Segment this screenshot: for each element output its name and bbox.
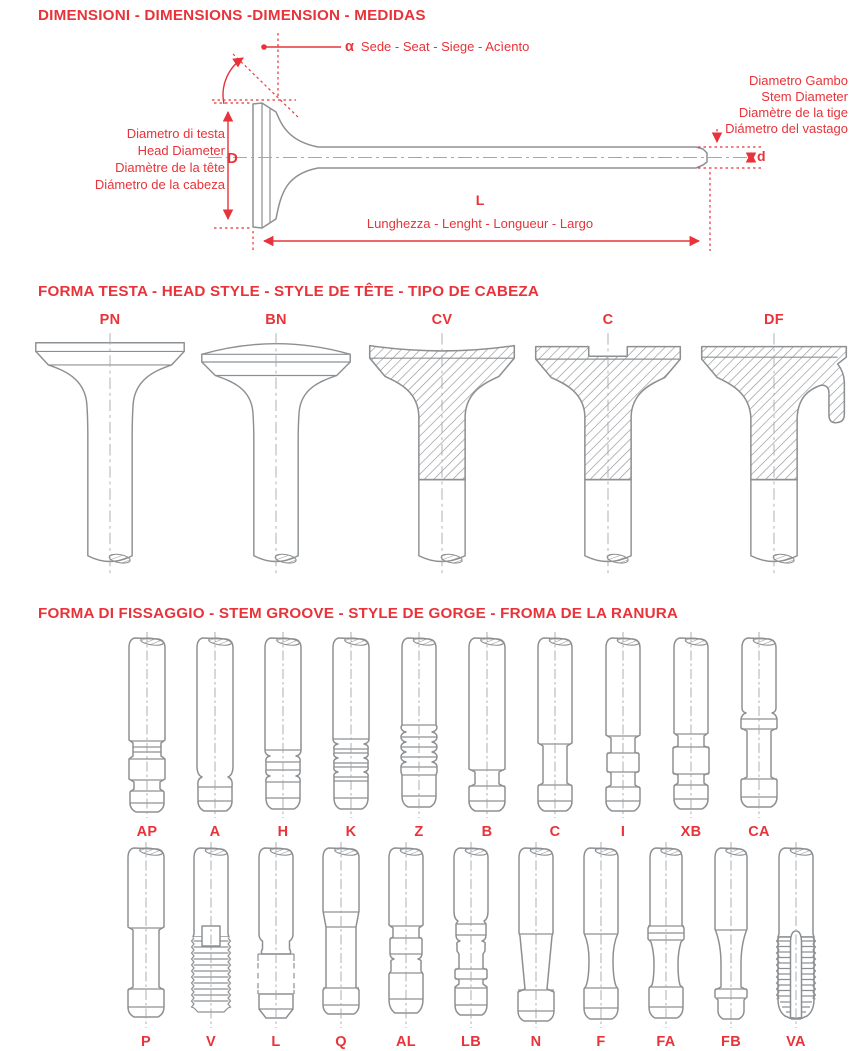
head-style-drawing bbox=[362, 331, 522, 585]
head-style-label: C bbox=[602, 312, 614, 328]
length-symbol: L bbox=[475, 192, 485, 208]
head-style-label: PN bbox=[99, 312, 121, 328]
stem-groove-label: A bbox=[209, 824, 221, 840]
stem-groove-label: B bbox=[481, 824, 493, 840]
stem-groove-title: FORMA DI FISSAGGIO - STEM GROOVE - STYLE DE GORGE - FROMA DE LA RANURA bbox=[38, 605, 679, 622]
stem-groove-drawing bbox=[309, 842, 373, 1033]
stem-groove-figure-fb bbox=[699, 842, 763, 1050]
stem-groove-drawing bbox=[387, 632, 451, 823]
head-style-label: CV bbox=[431, 312, 453, 328]
stem-groove-figure-ca bbox=[727, 632, 791, 840]
length-label: Lunghezza - Lenght - Longueur - Largo bbox=[366, 216, 594, 231]
head-style-label: BN bbox=[265, 312, 287, 328]
stem-groove-label: LB bbox=[461, 1034, 481, 1050]
stem-groove-label: Z bbox=[414, 824, 424, 840]
stem-groove-drawing bbox=[569, 842, 633, 1033]
head-style-figure-c bbox=[528, 312, 688, 585]
head-style-figure-pn bbox=[30, 312, 190, 585]
stem-groove-drawing bbox=[183, 632, 247, 823]
stem-groove-label: C bbox=[549, 824, 561, 840]
head-style-drawing bbox=[196, 331, 356, 585]
stem-groove-figure-q bbox=[309, 842, 373, 1050]
stem-groove-row-2 bbox=[114, 842, 828, 1050]
stem-groove-figure-a bbox=[183, 632, 247, 840]
stem-groove-drawing bbox=[319, 632, 383, 823]
stem-groove-drawing bbox=[523, 632, 587, 823]
stem-groove-label: P bbox=[141, 1034, 151, 1050]
seat-label bbox=[345, 39, 529, 55]
stem-groove-figure-va bbox=[764, 842, 828, 1050]
stem-groove-drawing bbox=[374, 842, 438, 1033]
stem-groove-label: AL bbox=[396, 1034, 416, 1050]
stem-groove-label: XB bbox=[680, 824, 702, 840]
stem-groove-figure-k bbox=[319, 632, 383, 840]
stem-groove-drawing bbox=[659, 632, 723, 823]
stem-groove-drawing bbox=[764, 842, 828, 1033]
stem-groove-figure-z bbox=[387, 632, 451, 840]
stem-groove-figure-al bbox=[374, 842, 438, 1050]
head-style-drawing bbox=[30, 331, 190, 585]
stem-groove-row-1 bbox=[115, 632, 791, 840]
stem-groove-drawing bbox=[699, 842, 763, 1033]
stem-groove-label: H bbox=[277, 824, 289, 840]
stem-groove-drawing bbox=[179, 842, 243, 1033]
head-style-title: FORMA TESTA - HEAD STYLE - STYLE DE TÊTE - TIPO DE CABEZA bbox=[38, 283, 540, 300]
stem-groove-drawing bbox=[727, 632, 791, 823]
stem-groove-label: Q bbox=[335, 1034, 347, 1050]
stem-groove-label: FB bbox=[721, 1034, 741, 1050]
seat-label-text: Sede - Seat - Siege - Acìento bbox=[360, 39, 530, 54]
stem-groove-figure-p bbox=[114, 842, 178, 1050]
stem-groove-drawing bbox=[455, 632, 519, 823]
stem-groove-drawing bbox=[591, 632, 655, 823]
head-style-figure-cv bbox=[362, 312, 522, 585]
stem-groove-figure-xb bbox=[659, 632, 723, 840]
stem-groove-label: VA bbox=[786, 1034, 806, 1050]
stem-groove-figure-lb bbox=[439, 842, 503, 1050]
head-diameter-label: Diametro di testa Head Diameter Diamètre de la tête Diámetro de la cabeza bbox=[94, 126, 225, 192]
seat-point bbox=[261, 44, 267, 50]
stem-groove-figure-ap bbox=[115, 632, 179, 840]
head-style-drawing bbox=[528, 331, 688, 585]
head-style-figure-df bbox=[694, 312, 854, 585]
head-style-drawing bbox=[694, 331, 854, 585]
stem-groove-label: I bbox=[620, 824, 626, 840]
stem-groove-label: CA bbox=[748, 824, 770, 840]
stem-groove-figure-v bbox=[179, 842, 243, 1050]
stem-groove-drawing bbox=[634, 842, 698, 1033]
stem-groove-drawing bbox=[244, 842, 308, 1033]
stem-groove-figure-n bbox=[504, 842, 568, 1050]
stem-groove-figure-c bbox=[523, 632, 587, 840]
stem-groove-drawing bbox=[114, 842, 178, 1033]
stem-groove-label: L bbox=[271, 1034, 281, 1050]
head-style-row bbox=[30, 312, 854, 585]
stem-groove-figure-h bbox=[251, 632, 315, 840]
stem-groove-figure-l bbox=[244, 842, 308, 1050]
stem-groove-drawing bbox=[251, 632, 315, 823]
stem-groove-drawing bbox=[504, 842, 568, 1033]
stem-groove-drawing bbox=[439, 842, 503, 1033]
stem-groove-label: F bbox=[596, 1034, 606, 1050]
stem-groove-label: FA bbox=[656, 1034, 676, 1050]
head-style-label: DF bbox=[764, 312, 784, 328]
stem-groove-figure-b bbox=[455, 632, 519, 840]
stem-groove-figure-f bbox=[569, 842, 633, 1050]
stem-groove-label: AP bbox=[136, 824, 158, 840]
stem-groove-label: V bbox=[206, 1034, 216, 1050]
head-style-figure-bn bbox=[196, 312, 356, 585]
stem-groove-label: K bbox=[345, 824, 357, 840]
stem-groove-label: N bbox=[530, 1034, 542, 1050]
dimensions-title: DIMENSIONI - DIMENSIONS -DIMENSION - MEDIDAS bbox=[38, 7, 426, 24]
stem-groove-figure-i bbox=[591, 632, 655, 840]
alpha-symbol: α bbox=[345, 39, 354, 55]
stem-groove-figure-fa bbox=[634, 842, 698, 1050]
stem-diameter-symbol: d bbox=[757, 148, 766, 164]
head-diameter-symbol: D bbox=[227, 150, 238, 167]
stem-diameter-label: Diametro Gambo Stem Diameter Diamètre de la tige Diámetro del vastago bbox=[725, 73, 848, 137]
stem-groove-drawing bbox=[115, 632, 179, 823]
